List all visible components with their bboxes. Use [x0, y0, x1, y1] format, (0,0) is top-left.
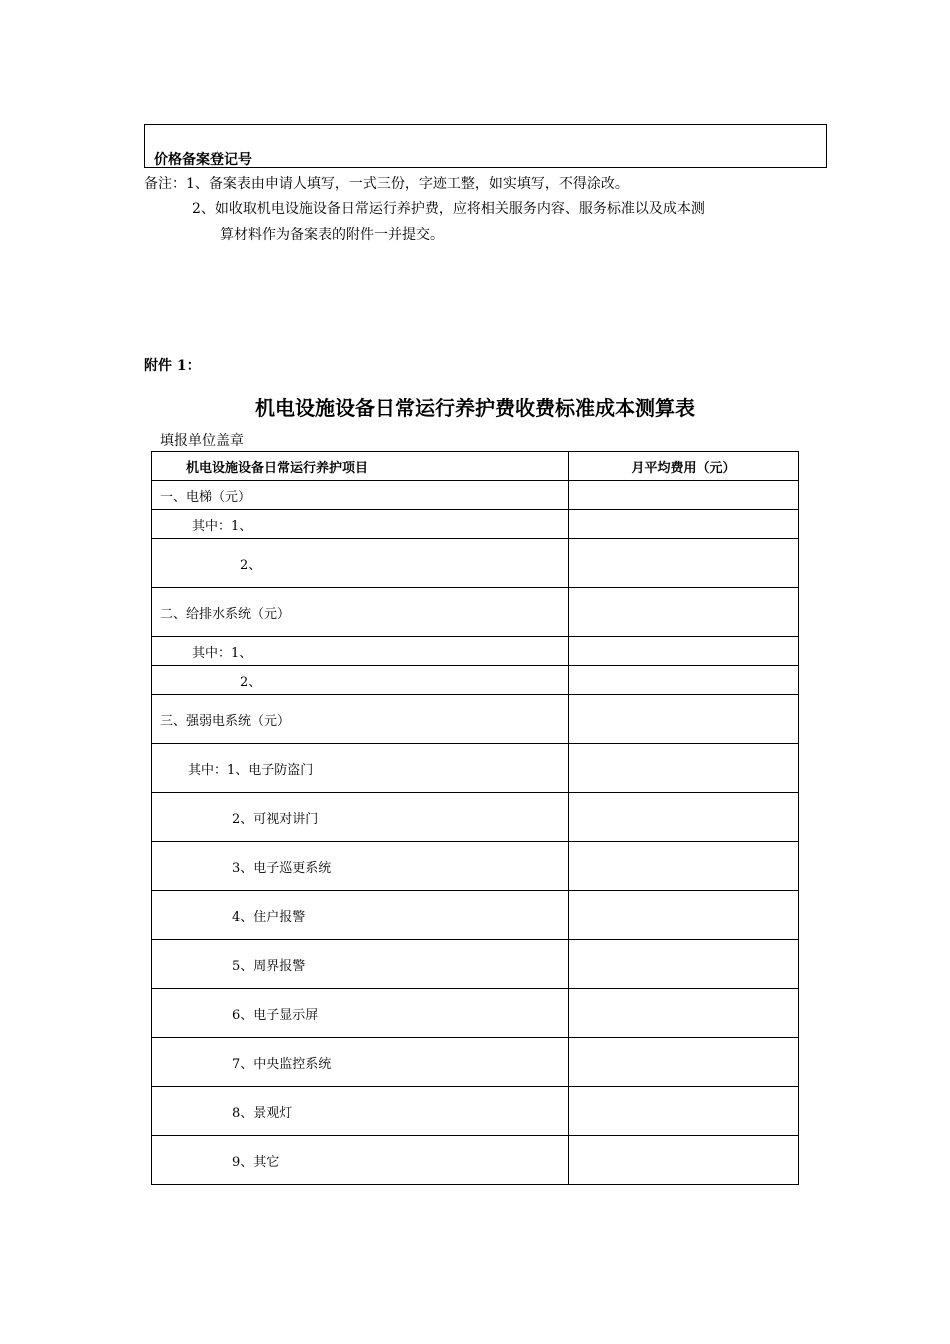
row-value[interactable] — [569, 1038, 799, 1087]
row-label: 二、给排水系统（元） — [152, 588, 569, 637]
table-row — [152, 588, 799, 637]
row-value[interactable] — [569, 588, 799, 637]
row-label: 其中：1、 — [152, 510, 569, 539]
row-value[interactable] — [569, 793, 799, 842]
row-label: 9、其它 — [152, 1136, 569, 1185]
row-value[interactable] — [569, 637, 799, 666]
row-value[interactable] — [569, 481, 799, 510]
table-row — [152, 1087, 799, 1136]
table-row — [152, 510, 799, 539]
table-row — [152, 666, 799, 695]
row-value[interactable] — [569, 744, 799, 793]
attachment-label: 附件 1： — [144, 358, 201, 374]
table-row — [152, 637, 799, 666]
row-value[interactable] — [569, 666, 799, 695]
table-row — [152, 793, 799, 842]
note-line-2: 2、如收取机电设施设备日常运行养护费，应将相关服务内容、服务标准以及成本测 — [192, 201, 705, 217]
row-label: 三、强弱电系统（元） — [152, 695, 569, 744]
row-value[interactable] — [569, 989, 799, 1038]
header-monthly-cost: 月平均费用（元） — [569, 452, 799, 481]
table-row — [152, 989, 799, 1038]
note-line-3: 算材料作为备案表的附件一并提交。 — [220, 227, 444, 243]
row-label: 8、景观灯 — [152, 1087, 569, 1136]
cost-table — [151, 451, 799, 1185]
registration-label: 价格备案登记号 — [154, 152, 252, 168]
stamp-label: 填报单位盖章 — [160, 433, 244, 449]
table-row — [152, 539, 799, 588]
row-value[interactable] — [569, 842, 799, 891]
row-label: 2、 — [152, 539, 569, 588]
row-label: 3、电子巡更系统 — [152, 842, 569, 891]
row-label: 5、周界报警 — [152, 940, 569, 989]
table-row — [152, 1136, 799, 1185]
table-row — [152, 744, 799, 793]
registration-box — [144, 124, 827, 168]
table-header-row — [152, 452, 799, 481]
row-value[interactable] — [569, 940, 799, 989]
header-item: 机电设施设备日常运行养护项目 — [152, 452, 569, 481]
row-label: 2、 — [152, 666, 569, 695]
table-row — [152, 695, 799, 744]
table-row — [152, 940, 799, 989]
document-title: 机电设施设备日常运行养护费收费标准成本测算表 — [255, 396, 695, 420]
row-value[interactable] — [569, 1087, 799, 1136]
row-label: 2、可视对讲门 — [152, 793, 569, 842]
row-label: 6、电子显示屏 — [152, 989, 569, 1038]
row-value[interactable] — [569, 891, 799, 940]
row-value[interactable] — [569, 539, 799, 588]
row-value[interactable] — [569, 1136, 799, 1185]
table-row — [152, 481, 799, 510]
row-value[interactable] — [569, 510, 799, 539]
row-value[interactable] — [569, 695, 799, 744]
note-line-1: 备注：1、备案表由申请人填写，一式三份，字迹工整，如实填写，不得涂改。 — [144, 176, 629, 192]
row-label: 7、中央监控系统 — [152, 1038, 569, 1087]
table-row — [152, 842, 799, 891]
row-label: 其中：1、 — [152, 637, 569, 666]
row-label: 4、住户报警 — [152, 891, 569, 940]
table-row — [152, 1038, 799, 1087]
table-row — [152, 891, 799, 940]
row-label: 一、电梯（元） — [152, 481, 569, 510]
row-label: 其中：1、电子防盗门 — [152, 744, 569, 793]
